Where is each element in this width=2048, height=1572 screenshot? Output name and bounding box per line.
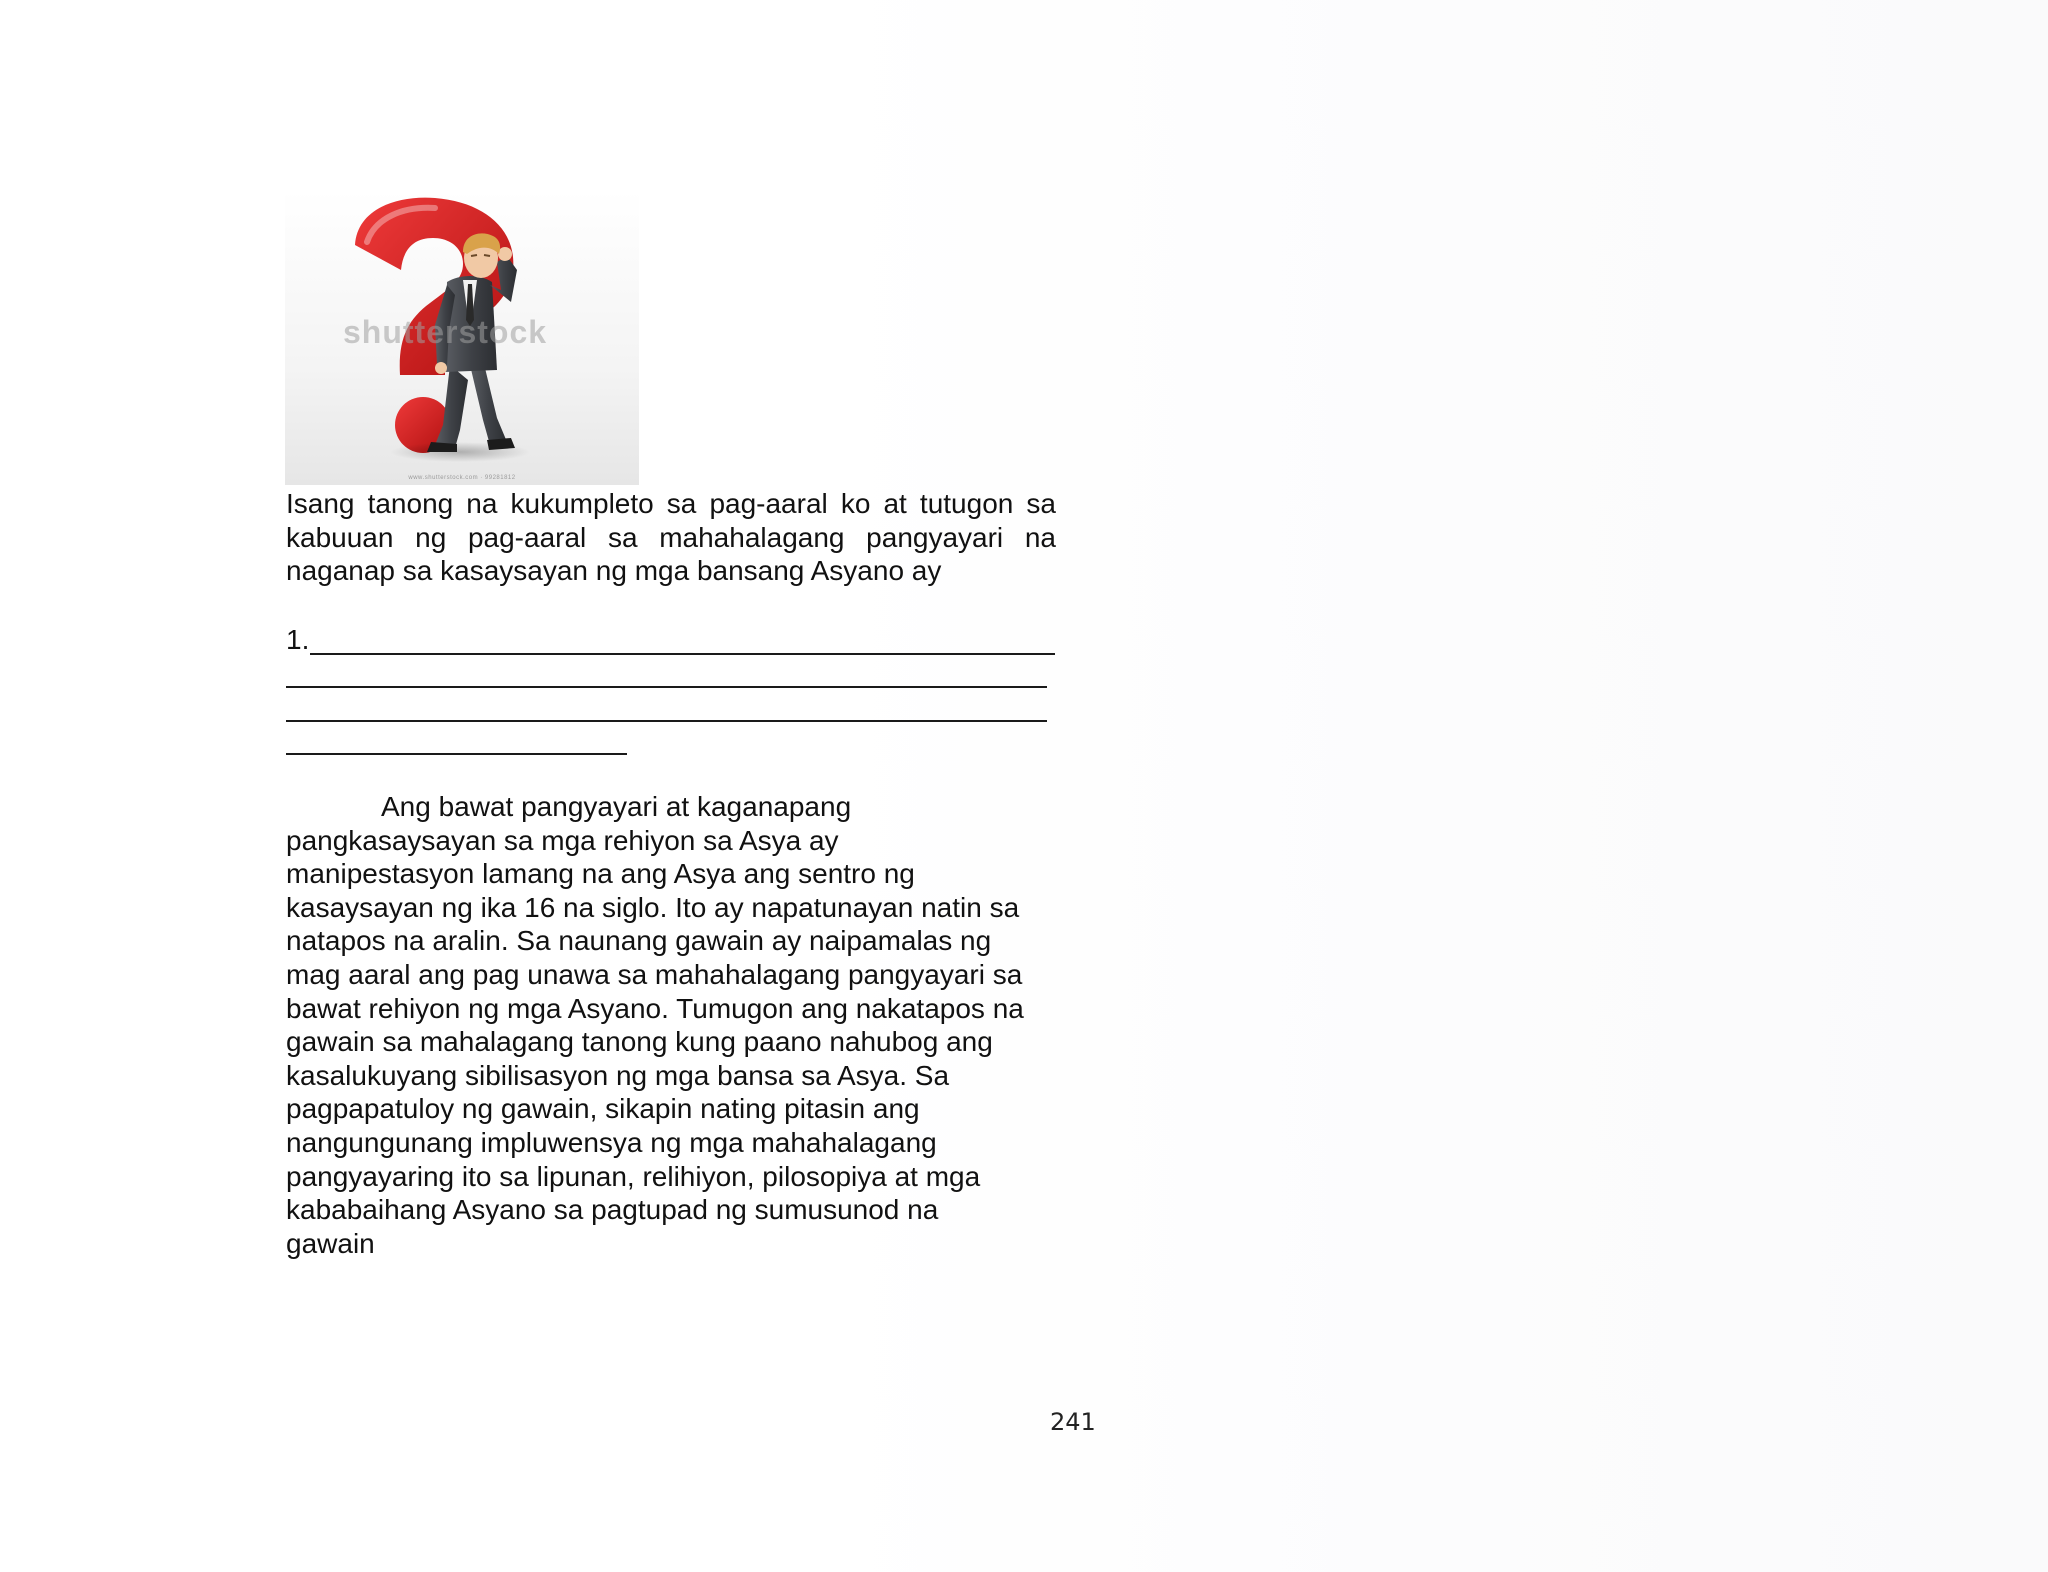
question-prompt bbox=[286, 487, 1056, 588]
prompt-line: naganap sa kasaysayan ng mga bansang Asyano ay bbox=[286, 555, 942, 587]
body-line: Ang bawat pangyayari at kaganapang bbox=[381, 791, 852, 822]
watermark-url: www.shutterstock.com · 99281812 bbox=[408, 475, 516, 481]
body-line: gawain sa mahalagang tanong kung paano nahubog ang bbox=[286, 1026, 993, 1058]
body-line: kasaysayan ng ika 16 na siglo. Ito ay napatunayan natin sa bbox=[286, 891, 1020, 923]
body-line: bawat rehiyon ng mga Asyano. Tumugon ang nakatapos na bbox=[286, 992, 1024, 1024]
body-line: gawain bbox=[286, 1227, 375, 1259]
question-mark-illustration bbox=[285, 190, 639, 485]
page-number: 241 bbox=[1050, 1408, 1096, 1436]
prompt-line: Isang tanong na kukumpleto sa pag-aaral ko at tutugon sa bbox=[286, 488, 1056, 519]
body-line: mag aaral ang pag unawa sa mahahalagang pangyayari sa bbox=[286, 958, 1023, 990]
body-line: kasalukuyang sibilisasyon ng mga bansa sa Asya. Sa bbox=[286, 1059, 950, 1091]
answer-line[interactable] bbox=[310, 653, 1055, 655]
body-line: pagpapatuloy ng gawain, sikapin nating pitasin ang bbox=[286, 1093, 920, 1125]
body-line: pangkasaysayan sa mga rehiyon sa Asya ay bbox=[286, 824, 839, 856]
watermark-text: shutterstock bbox=[343, 314, 548, 350]
answer-line[interactable] bbox=[286, 720, 1047, 722]
body-line: kababaihang Asyano sa pagtupad ng sumusunod na bbox=[286, 1194, 939, 1226]
body-line: manipestasyon lamang na ang Asya ang sentro ng bbox=[286, 858, 915, 890]
body-line: natapos na aralin. Sa naunang gawain ay naipamalas ng bbox=[286, 925, 992, 957]
body-line: nangungunang impluwensya ng mga mahahalagang bbox=[286, 1126, 937, 1158]
body-paragraph bbox=[286, 790, 1086, 1260]
answer-number: 1. bbox=[286, 624, 310, 655]
answer-line[interactable] bbox=[286, 753, 627, 755]
answer-line[interactable] bbox=[286, 686, 1047, 688]
body-line: pangyayaring ito sa lipunan, relihiyon, pilosopiya at mga bbox=[286, 1160, 981, 1192]
prompt-line: kabuuan ng pag-aaral sa mahahalagang pangyayari na bbox=[286, 521, 1056, 553]
